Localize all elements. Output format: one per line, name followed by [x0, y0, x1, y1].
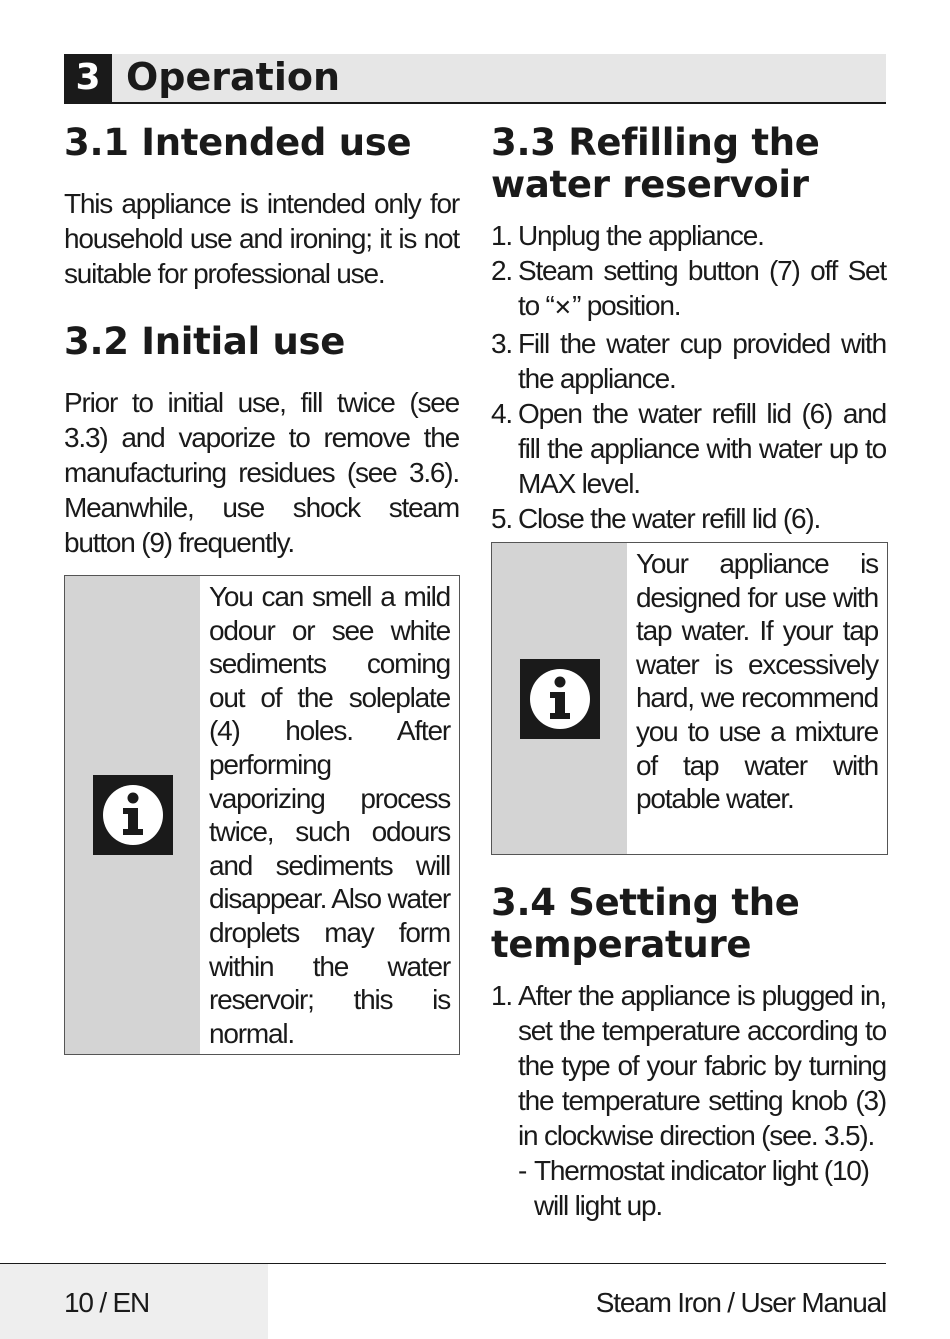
step-text: Fill the water cup provided with the appliance. — [518, 328, 886, 394]
right-column — [491, 120, 886, 536]
step-text: After the appliance is plugged in, set the temperature according to the type of your fabric by turning the temperature setting knob (3) in clockwise direction (see. 3.5). — [518, 980, 886, 1151]
list-item — [491, 396, 886, 501]
list-item — [491, 501, 886, 536]
step-number: 3. — [491, 328, 512, 359]
info-note-tap-water — [491, 542, 888, 855]
refill-steps — [491, 218, 886, 536]
sub-item — [518, 1153, 886, 1223]
chapter-header — [64, 54, 886, 104]
section-3-1-text: This appliance is intended only for household use and ironing; it is not suitable for professional use. — [64, 188, 459, 289]
step-text-end: ” position. — [572, 290, 681, 321]
section-3-2-heading: 3.2 Initial use — [64, 320, 346, 363]
sub-text: Thermostat indicator light (10) will light up. — [534, 1155, 869, 1221]
sub-dash: - — [518, 1155, 527, 1186]
info-note-initial-use — [64, 575, 460, 1055]
section-3-4-heading: 3.4 Setting the temperature — [491, 881, 800, 966]
section-3-4 — [491, 882, 886, 1223]
chapter-title: Operation — [126, 55, 341, 99]
section-3-3-heading: 3.3 Refilling the water reservoir — [491, 121, 820, 206]
section-3-1-heading: 3.1 Intended use — [64, 121, 412, 164]
steam-off-icon: ✕ — [553, 296, 573, 321]
list-item — [491, 253, 886, 326]
step-text: Open the water refill lid (6) and fill the appliance with water up to MAX level. — [518, 398, 886, 499]
step-number: 4. — [491, 398, 512, 429]
note-side-panel — [492, 543, 627, 854]
info-icon — [93, 775, 173, 855]
list-item — [491, 326, 886, 396]
list-item — [491, 218, 886, 253]
list-item — [491, 978, 886, 1153]
step-text: Unplug the appliance. — [518, 220, 764, 251]
info-icon — [520, 659, 600, 739]
step-number: 1. — [491, 980, 512, 1011]
footer-divider — [0, 1263, 886, 1264]
chapter-number: 3 — [64, 54, 112, 102]
step-number: 5. — [491, 503, 512, 534]
note-text: Your appliance is designed for use with tap water. If your tap water is excessively hard, we recommend you to use a mixture of tap water with potable water. — [627, 543, 887, 854]
temperature-steps — [491, 978, 886, 1153]
note-side-panel — [65, 576, 200, 1054]
step-number: 2. — [491, 255, 512, 286]
section-3-2-text: Prior to initial use, fill twice (see 3.3) and vaporize to remove the manufacturing residues (see 3.6). Meanwhile, use shock steam button (9) frequently. — [64, 387, 459, 558]
step-text: Steam setting button (7) off Set to “ — [518, 255, 886, 321]
step-number: 1. — [491, 220, 512, 251]
note-text: You can smell a mild odour or see white sediments coming out of the soleplate (4) holes. After performing vaporizing process twice, such odours and sediments will disappear. Also water droplets may form within the water reservoir; this is normal. — [200, 576, 459, 1054]
step-text: Close the water refill lid (6). — [518, 503, 821, 534]
document-title: Steam Iron / User Manual — [595, 1287, 886, 1318]
page-number: 10 / EN — [64, 1287, 149, 1318]
left-column — [64, 120, 459, 560]
